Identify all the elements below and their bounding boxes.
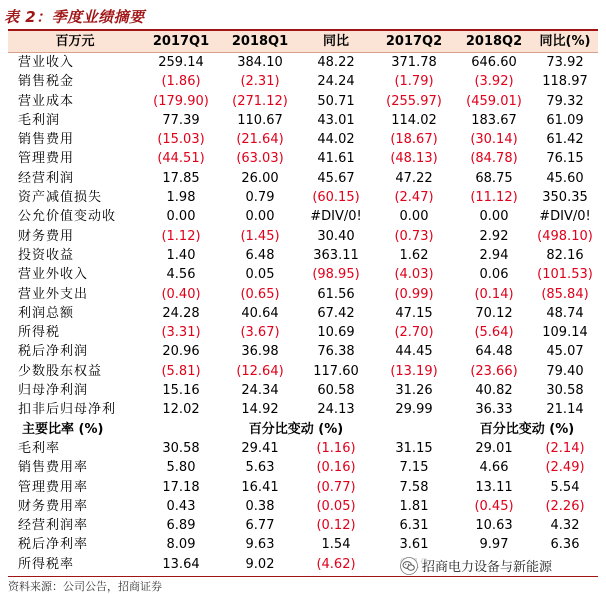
table-cell: 73.92 <box>546 55 584 70</box>
table-row <box>8 381 598 400</box>
source-note: 资料来源：公司公告，招商证券 <box>8 580 162 593</box>
row-label: 毛利率 <box>18 440 61 456</box>
column-header: 2017Q1 <box>142 31 220 53</box>
row-label: 所得税率 <box>18 556 75 572</box>
table-row <box>8 458 598 477</box>
table-cell: 30.58 <box>546 383 584 399</box>
table-cell: 47.15 <box>395 305 433 321</box>
table-cell: (4.62) <box>316 556 356 572</box>
row-label: 少数股东权益 <box>18 363 103 379</box>
table-cell: (0.05) <box>316 498 356 514</box>
table-cell: 30.40 <box>317 228 355 244</box>
table-cell: 47.22 <box>395 170 433 186</box>
table-cell: 50.71 <box>317 93 355 109</box>
table-cell: (23.66) <box>470 363 518 379</box>
table-cell: #DIV/0! <box>310 209 362 225</box>
table-cell: 110.67 <box>237 112 283 128</box>
table-cell: 5.63 <box>245 460 275 476</box>
column-header: 2018Q2 <box>456 31 532 53</box>
table-cell: 15.16 <box>162 383 200 399</box>
table-cell: (179.90) <box>153 93 209 109</box>
table-row <box>8 535 598 554</box>
row-label: 公允价值变动收 <box>18 209 117 225</box>
table-cell: 17.18 <box>162 479 200 495</box>
table-cell: 61.09 <box>546 112 584 128</box>
table-cell: 1.54 <box>321 537 351 553</box>
table-cell: (101.53) <box>537 267 593 283</box>
table-cell: 3.61 <box>399 537 429 553</box>
table-cell: (1.16) <box>316 440 356 456</box>
table-row <box>8 516 598 535</box>
table-row <box>8 362 598 381</box>
wechat-icon <box>400 557 418 575</box>
table-cell: 31.15 <box>395 440 433 456</box>
table-cell: 17.85 <box>162 170 200 186</box>
table-cell: (3.67) <box>240 325 280 341</box>
table-cell: (0.16) <box>316 460 356 476</box>
table-cell: 0.00 <box>399 209 429 225</box>
table-cell: (30.14) <box>470 132 518 148</box>
table-cell: (5.81) <box>161 363 201 379</box>
table-cell: (1.86) <box>161 74 201 90</box>
table-cell: (4.03) <box>394 267 434 283</box>
table-cell: 48.22 <box>317 55 355 70</box>
table-cell: 0.06 <box>479 267 509 283</box>
table-row <box>8 72 598 91</box>
quarterly-results-table <box>8 31 598 574</box>
table-row <box>8 149 598 168</box>
table-cell: 0.79 <box>245 190 275 206</box>
table-cell: 7.58 <box>399 479 429 495</box>
table-cell: (12.64) <box>236 363 284 379</box>
table-cell: (1.45) <box>240 228 280 244</box>
table-cell: 24.28 <box>162 305 200 321</box>
table-row <box>8 227 598 246</box>
table-cell: 21.14 <box>546 402 584 418</box>
table-cell: 183.67 <box>471 112 517 128</box>
table-cell: (2.26) <box>545 498 585 514</box>
table-cell: (11.12) <box>470 190 518 206</box>
table-cell: (0.14) <box>474 286 514 302</box>
table-cell: 41.61 <box>317 151 355 167</box>
table-cell: 350.35 <box>542 190 588 206</box>
table-cell: (3.92) <box>474 74 514 90</box>
table-cell: (13.19) <box>390 363 438 379</box>
table-cell: 1.98 <box>166 190 196 206</box>
table-row <box>8 188 598 207</box>
table-cell: 79.32 <box>546 93 584 109</box>
table-cell: (2.49) <box>545 460 585 476</box>
bottom-rule <box>8 576 598 577</box>
table-cell: 0.00 <box>166 209 196 225</box>
table-cell: 4.56 <box>166 267 196 283</box>
table-cell: 26.00 <box>241 170 279 186</box>
table-cell: 30.58 <box>162 440 200 456</box>
table-cell: 6.31 <box>399 518 429 534</box>
table-cell: 68.75 <box>475 170 513 186</box>
column-header: 同比 <box>300 31 372 53</box>
table-cell: 384.10 <box>237 55 283 70</box>
table-cell: (85.84) <box>541 286 589 302</box>
table-cell: 7.15 <box>399 460 429 476</box>
row-label: 毛利润 <box>18 112 61 128</box>
row-label: 扣非后归母净利 <box>18 402 117 418</box>
table-cell: (271.12) <box>232 93 288 109</box>
table-row <box>8 497 598 516</box>
row-label: 销售税金 <box>18 74 75 90</box>
table-cell: (63.03) <box>236 151 284 167</box>
table-cell: 40.64 <box>241 305 279 321</box>
row-label: 经营利润 <box>18 170 75 186</box>
table-cell: 5.80 <box>166 460 196 476</box>
table-cell: 76.38 <box>317 344 355 360</box>
column-header: 百万元 <box>8 31 142 53</box>
table-cell: (0.65) <box>240 286 280 302</box>
table-cell: (0.99) <box>394 286 434 302</box>
table-cell: 43.01 <box>317 112 355 128</box>
table-row <box>8 111 598 130</box>
table-cell: #DIV/0! <box>539 209 591 225</box>
table-cell: (2.47) <box>394 190 434 206</box>
table-row <box>8 130 598 149</box>
table-cell: (0.77) <box>316 479 356 495</box>
table-cell: 70.12 <box>475 305 513 321</box>
table-row <box>8 265 598 284</box>
table-cell: 0.00 <box>245 209 275 225</box>
column-header: 2018Q1 <box>220 31 300 53</box>
table-cell: 13.64 <box>162 556 200 572</box>
table-cell: 259.14 <box>158 55 204 70</box>
table-cell: 0.00 <box>479 209 509 225</box>
table-cell: 29.41 <box>241 440 279 456</box>
table-cell: 40.82 <box>475 383 513 399</box>
table-cell: 36.98 <box>241 344 279 360</box>
table-cell: (60.15) <box>312 190 360 206</box>
table-cell: (2.14) <box>545 440 585 456</box>
table-row <box>8 285 598 304</box>
table-cell: 8.09 <box>166 537 196 553</box>
table-row <box>8 304 598 323</box>
table-cell: 5.54 <box>550 479 580 495</box>
change-header: 百分比变动 (%) <box>479 421 575 437</box>
table-cell: (2.70) <box>394 325 434 341</box>
column-header: 2017Q2 <box>372 31 456 53</box>
table-cell: 82.16 <box>546 247 584 263</box>
table-cell: 10.69 <box>317 325 355 341</box>
table-cell: 29.01 <box>475 440 513 456</box>
row-label: 管理费用 <box>18 151 75 167</box>
table-row <box>8 323 598 342</box>
table-cell: 1.40 <box>166 247 196 263</box>
table-cell: (21.64) <box>236 132 284 148</box>
table-cell: 14.92 <box>241 402 279 418</box>
table-cell: (44.51) <box>157 151 205 167</box>
table-cell: (1.12) <box>161 228 201 244</box>
table-cell: 16.41 <box>241 479 279 495</box>
row-label: 营业外支出 <box>18 286 89 302</box>
table-row <box>8 478 598 497</box>
table-row <box>8 439 598 458</box>
table-cell: 6.48 <box>245 247 275 263</box>
table-row <box>8 207 598 226</box>
table-cell: 61.56 <box>317 286 355 302</box>
change-header: 百分比变动 (%) <box>248 421 344 437</box>
row-label: 利润总额 <box>18 305 75 321</box>
row-label: 资产减值损失 <box>18 190 103 206</box>
table-cell: (98.95) <box>312 267 360 283</box>
row-label: 税后净利率 <box>18 537 89 553</box>
row-label: 归母净利润 <box>18 383 89 399</box>
table-cell: 4.32 <box>550 518 580 534</box>
table-cell: (84.78) <box>470 151 518 167</box>
table-cell: 67.42 <box>317 305 355 321</box>
table-cell: (255.97) <box>386 93 442 109</box>
table-cell: 24.13 <box>317 402 355 418</box>
table-cell: (0.73) <box>394 228 434 244</box>
table-cell: 79.40 <box>546 363 584 379</box>
table-cell: 29.99 <box>395 402 433 418</box>
table-cell: 646.60 <box>471 55 517 70</box>
table-cell: (459.01) <box>466 93 522 109</box>
table-cell: 9.63 <box>245 537 275 553</box>
table-cell: 1.81 <box>399 498 429 514</box>
table-cell: 31.26 <box>395 383 433 399</box>
table-cell: 36.33 <box>475 402 513 418</box>
ratio-section-header <box>8 420 598 439</box>
table-cell: 48.74 <box>546 305 584 321</box>
row-label: 营业收入 <box>18 55 75 70</box>
table-cell: 2.92 <box>479 228 509 244</box>
table-cell: (3.31) <box>161 325 201 341</box>
table-cell: (48.13) <box>390 151 438 167</box>
row-label: 财务费用 <box>18 228 75 244</box>
table-cell: 4.66 <box>479 460 509 476</box>
table-cell: (1.79) <box>394 74 434 90</box>
table-row <box>8 92 598 111</box>
row-label: 销售费用率 <box>18 460 89 476</box>
ratio-section-label: 主要比率 (%) <box>22 421 104 437</box>
table-cell: 76.15 <box>546 151 584 167</box>
table-row <box>8 53 598 73</box>
row-label: 投资收益 <box>18 247 75 263</box>
table-cell: (0.40) <box>161 286 201 302</box>
watermark-text: 招商电力设备与新能源 <box>422 560 553 575</box>
table-cell: 9.97 <box>479 537 509 553</box>
table-cell: 45.07 <box>546 344 584 360</box>
table-cell: 44.45 <box>395 344 433 360</box>
table-cell: 1.62 <box>399 247 429 263</box>
table-cell: 6.77 <box>245 518 275 534</box>
table-cell: 45.67 <box>317 170 355 186</box>
table-cell: 60.58 <box>317 383 355 399</box>
row-label: 财务费用率 <box>18 498 89 514</box>
table-cell: (498.10) <box>537 228 593 244</box>
table-cell: (2.31) <box>240 74 280 90</box>
row-label: 管理费用率 <box>18 479 89 495</box>
table-cell: (15.03) <box>157 132 205 148</box>
table-cell: 77.39 <box>162 112 200 128</box>
table-cell: (5.64) <box>474 325 514 341</box>
table-cell: 24.34 <box>241 383 279 399</box>
row-label: 营业外收入 <box>18 267 89 283</box>
table-cell: 118.97 <box>542 74 588 90</box>
table-cell: 9.02 <box>245 556 275 572</box>
table-cell: 13.11 <box>475 479 513 495</box>
column-header: 同比(%) <box>532 31 598 53</box>
table-row <box>8 400 598 419</box>
table-row <box>8 342 598 361</box>
table-cell: (0.12) <box>316 518 356 534</box>
row-label: 营业成本 <box>18 93 75 109</box>
table-cell: 12.02 <box>162 402 200 418</box>
table-caption: 表 2：季度业绩摘要 <box>4 8 145 26</box>
table-header-row <box>8 31 598 53</box>
table-cell: 61.42 <box>546 132 584 148</box>
row-label: 税后净利润 <box>18 344 89 360</box>
table-cell: 109.14 <box>542 325 588 341</box>
row-label: 经营利润率 <box>18 518 89 534</box>
table-cell: 20.96 <box>162 344 200 360</box>
table-cell: 45.60 <box>546 170 584 186</box>
table-row <box>8 246 598 265</box>
table-cell: 0.05 <box>245 267 275 283</box>
table-cell: 24.24 <box>317 74 355 90</box>
table-row <box>8 169 598 188</box>
table-cell: 2.94 <box>479 247 509 263</box>
row-label: 所得税 <box>18 325 61 341</box>
table-cell: 0.38 <box>245 498 275 514</box>
table-cell: 10.63 <box>475 518 513 534</box>
table-cell: 6.89 <box>166 518 196 534</box>
table-cell: 44.02 <box>317 132 355 148</box>
table-cell: 371.78 <box>391 55 437 70</box>
table-cell: (18.67) <box>390 132 438 148</box>
row-label: 销售费用 <box>18 132 75 148</box>
table-cell: 0.43 <box>166 498 196 514</box>
table-cell: 117.60 <box>313 363 359 379</box>
table-cell: (0.45) <box>474 498 514 514</box>
watermark <box>398 555 558 576</box>
table-cell: 114.02 <box>391 112 437 128</box>
table-cell: 64.48 <box>475 344 513 360</box>
table-cell: 363.11 <box>313 247 359 263</box>
table-cell: 6.36 <box>550 537 580 553</box>
